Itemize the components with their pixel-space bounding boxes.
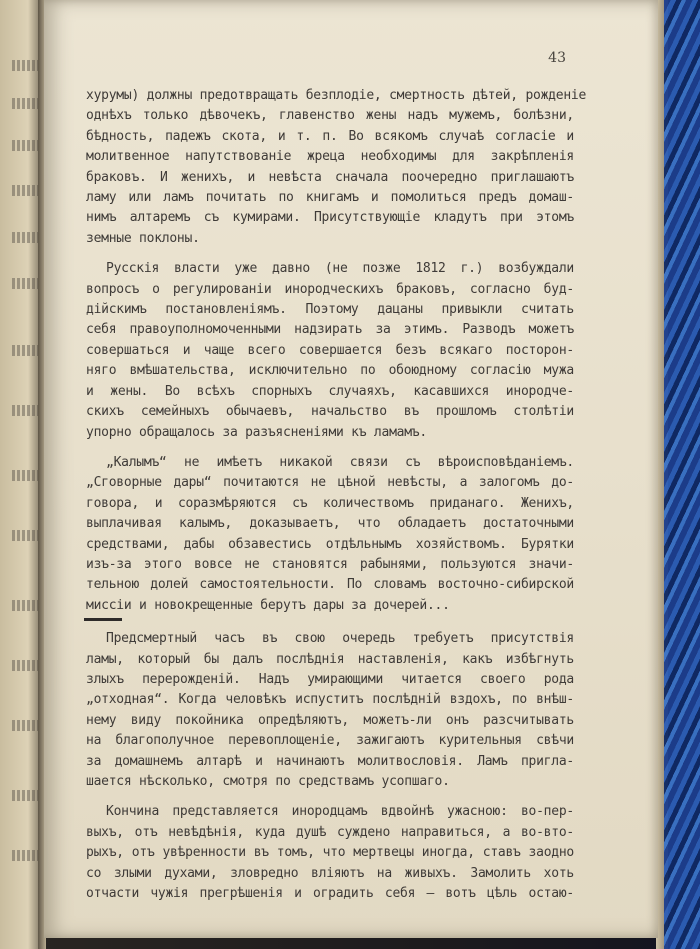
- text-line: отчасти чужія прегрѣшенія и оградить себя — вотъ цѣль остаю-: [86, 886, 574, 902]
- text-line: „Калымъ“ не имѣетъ никакой связи съ вѣроисповѣданіемъ.: [106, 454, 574, 470]
- text-line: Кончина представляется инородцамъ вдвойнѣ ужасною: во-пер-: [106, 804, 574, 820]
- text-line: миссіи и новокрещенные берутъ дары за дочерей...: [86, 597, 450, 613]
- text-line: ламу или ламъ почитать по книгамъ и помолиться предъ домаш-: [86, 190, 574, 206]
- text-line: средствами, дабы обзавестись отдѣльнымъ хозяйствомъ. Бурятки: [86, 536, 574, 552]
- paragraph-4: [86, 629, 574, 792]
- text-line: Предсмертный часъ въ свою очередь требуетъ присутствія: [106, 631, 574, 647]
- text-line: говора, и соразмѣряются съ количествомъ приданаго. Женихъ,: [86, 495, 574, 511]
- paragraph-1: [86, 86, 587, 249]
- paragraph-3: [86, 453, 574, 616]
- text-line: со злыми духами, зловредно вліяютъ на живыхъ. Замолить хоть: [86, 865, 574, 881]
- text-line: и жены. Во всѣхъ спорныхъ случаяхъ, касавшихся инородче-: [86, 383, 574, 399]
- text-line: однѣхъ только дѣвочекъ, главенство жены надъ мужемъ, болѣзни,: [86, 108, 574, 124]
- paragraph-2: [86, 259, 574, 443]
- text-line: ламы, который бы далъ послѣднія наставленія, какъ избѣгнуть: [86, 651, 574, 667]
- text-line: вопросъ о регулированіи инородческихъ браковъ, согласно буд-: [86, 281, 574, 297]
- text-line: „отходная“. Когда человѣкъ испуститъ послѣдній вздохъ, по внѣш-: [86, 692, 574, 708]
- previous-page-edge: [0, 0, 40, 949]
- paragraph-5: [86, 802, 574, 904]
- text-line: на благополучное перевоплощеніе, зажигаютъ курительныя свѣчи: [86, 733, 574, 749]
- text-line: упорно обращалось за разъясненіями къ ламамъ.: [86, 424, 427, 440]
- text-line: хурумы) должны предотвращать безплодіе, смертность дѣтей, рожденіе: [86, 88, 587, 103]
- text-line: рыхъ, отъ увѣренности въ томъ, что мертвецы иногда, ставъ заодно: [86, 845, 574, 861]
- text-line: за домашнемъ алтарѣ и начинаютъ молитвословія. Ламъ пригла-: [86, 753, 574, 769]
- text-line: нему виду покойника опредѣляютъ, можетъ-ли онъ разсчитывать: [86, 712, 574, 728]
- text-line: „Сговорные дары“ почитаются не цѣной невѣсты, а залогомъ до-: [86, 475, 574, 491]
- text-line: земные поклоны.: [86, 230, 200, 246]
- text-line: злыхъ перерожденій. Надъ умирающими читается своего рода: [86, 671, 574, 687]
- page-number: 43: [548, 50, 566, 66]
- text-line: выплачивая калымъ, доказываетъ, что обладаетъ достаточными: [86, 516, 574, 532]
- text-line: дійскимъ постановленіямъ. Поэтому дацаны привыкли считать: [86, 302, 574, 318]
- text-line: молитвенное напутствованіе жреца необходимы для закрѣпленія: [86, 149, 574, 165]
- text-line: совершаться и чаще всего совершается безъ всякаго посторон-: [86, 342, 574, 358]
- text-line: браковъ. И женихъ, и невѣста сначала поочередно приглашаютъ: [86, 169, 574, 185]
- section-rule: [84, 618, 122, 621]
- text-line: выхъ, отъ невѣдѣнія, куда душѣ суждено направиться, а во-вто-: [86, 824, 574, 840]
- text-line: бѣдность, падежъ скота, и т. п. Во всякомъ случаѣ согласіе и: [86, 128, 574, 144]
- text-line: Русскія власти уже давно (не позже 1812 г.) возбуждали: [106, 261, 574, 277]
- page-text: [86, 86, 587, 904]
- text-line: шается нѣсколько, смотря по средствамъ усопшаго.: [86, 774, 450, 789]
- text-line: себя правоуполномоченными надзирать за этимъ. Разводъ можетъ: [86, 322, 574, 338]
- text-line: тельною долей самостоятельности. По словамъ восточно-сибирской: [86, 577, 574, 593]
- text-line: изъ-за этого вовсе не становятся рабынями, пользуются значи-: [86, 556, 574, 572]
- text-line: нимъ алтаремъ съ кумирами. Присутствующіе кладутъ при этомъ: [86, 210, 574, 226]
- text-line: скихъ семейныхъ обычаевъ, начальство въ прошломъ столѣтіи: [86, 404, 574, 420]
- marbled-cover: [664, 0, 700, 949]
- text-line: няго вмѣшательства, исключительно по обоюдному согласію мужа: [86, 363, 574, 379]
- book-page: [44, 0, 658, 938]
